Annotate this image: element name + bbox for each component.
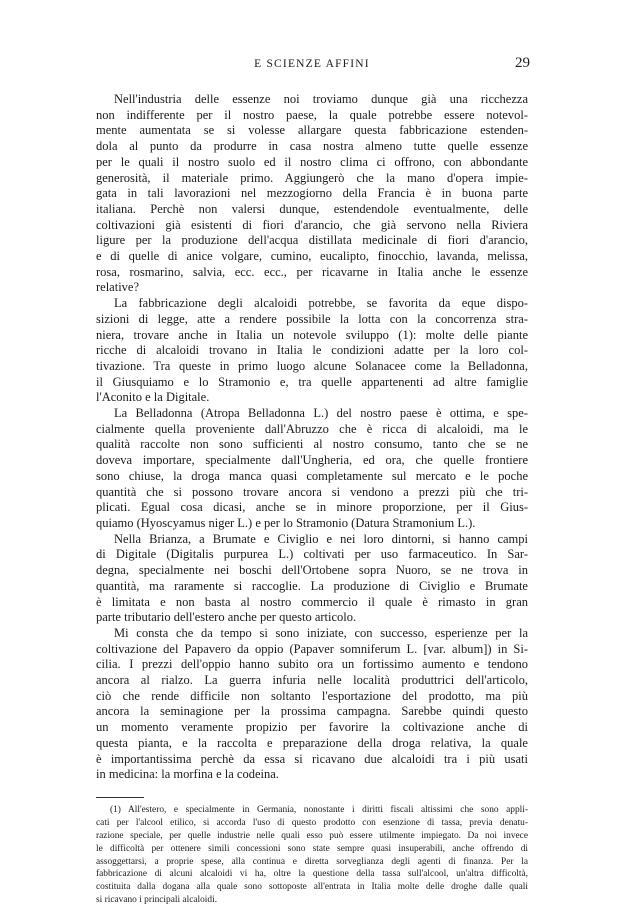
footnote-line: si ricavano i principali alcaloidi.: [96, 895, 218, 906]
text-line: in medicina: la morfina e la codeina.: [96, 767, 279, 782]
text-line: ciò che rende difficile non soltanto l'esportazione del prodotto, ma più: [96, 688, 528, 703]
text-line: non indifferente per il nostro paese, la quale potrebbe essere notevol-: [96, 107, 528, 122]
text-line: ligure per la produzione dell'acqua distillata medicinale di fiori d'arancio,: [96, 233, 528, 248]
footnote-line: fabbricazione di alcuni alcaloidi vi ha, oltre la questione della tassa sull'alcool, un'altra difficoltà,: [96, 869, 528, 880]
text-line: per le quali il nostro suolo ed il nostro clima ci offrono, con abbondante: [96, 154, 528, 169]
text-line: quantità, ma raramente si raccoglie. La produzione di Civiglio e Brumate: [96, 578, 528, 593]
footnote-line: (1) All'estero, e specialmente in Germania, nonostante i diritti fiscali altissimi che sono appli-: [110, 804, 528, 815]
text-line: coltivazioni già esistenti di fiori d'arancio, che già servono nella Riviera: [96, 217, 528, 232]
text-line: ancora al rialzo. La guerra infuria nelle località produttrici dell'articolo,: [96, 673, 528, 688]
text-line: La fabbricazione degli alcaloidi potrebbe, se favorita da eque dispo-: [114, 296, 528, 311]
text-line: sono chiuse, la droga manca quasi completamente sul mercato e le poche: [96, 468, 528, 483]
text-line: un momento veramente propizio per favorire la coltivazione anche di: [96, 720, 528, 735]
text-line: Nell'industria delle essenze noi troviamo dunque già una ricchezza: [114, 92, 528, 106]
paragraph-2: [96, 296, 528, 406]
text-line: è limitata e non basta al nostro commercio il quale è rimasto in gran: [96, 594, 528, 609]
running-title: E SCIENZE AFFINI: [254, 58, 370, 70]
text-line: l'Aconito e la Digitale.: [96, 390, 210, 405]
paragraph-5: [96, 626, 528, 783]
text-line: ricche di alcaloidi trovano in Italia le condizioni adatte per la loro col-: [96, 343, 528, 358]
text-line: niera, trovare anche in Italia un notevole sviluppo (1): molte delle piante: [96, 327, 528, 342]
text-line: questa pianta, e la raccolta e preparazione della droga relativa, la quale: [96, 735, 528, 750]
text-line: quantità che si possono trovare ancora si vendono a prezzi più che tri-: [96, 484, 528, 499]
text-line: italiana. Perchè non valersi dunque, estendendole eventualmente, delle: [96, 201, 528, 216]
text-line: sizioni di legge, atte a rendere possibile la lotta con la concorrenza stra-: [96, 311, 528, 326]
footnote-separator: [96, 797, 144, 798]
text-line: Nella Brianza, a Brumate e Civiglio e nei loro dintorni, si hanno campi: [114, 531, 528, 546]
text-line: plicati. Egual cosa dicasi, anche se in minore proporzione, per il Gius-: [96, 500, 528, 515]
text-line: generosità, il materiale primo. Aggiungerò che la mano d'opera impie-: [96, 170, 528, 185]
text-line: il Giusquiamo e lo Stramonio e, tra quelle appartenenti ad altre famiglie: [96, 374, 528, 389]
text-line: quiamo (Hyoscyamus niger L.) e per lo Stramonio (Datura Stramonium L.).: [96, 515, 476, 530]
text-line: tivazione. Tra queste in primo luogo alcune Solanacee come la Belladonna,: [96, 358, 528, 373]
text-line: mente aumentata se si volesse allargare questa fabbricazione estenden-: [96, 123, 528, 138]
text-line: è importantissima perchè da essa si ricavano due alcaloidi tra i più usati: [96, 751, 528, 766]
footnote-line: assoggettarsi, a proprie spese, alla continua e diretta sorveglianza degli agenti di finanza. Per la: [96, 856, 528, 867]
text-line: parte tributario dell'estero anche per questo articolo.: [96, 610, 357, 625]
text-line: degna, specialmente nei boschi dell'Ortobene sopra Nuoro, se ne trova in: [96, 563, 528, 578]
text-line: cialmente quella proveniente dall'Abruzzo che è ricca di alcaloidi, ma le: [96, 421, 528, 436]
footnote-line: razione speciale, per quelle industrie nelle quali esso può essere utilmente impiegato. Da noi invece: [96, 830, 528, 841]
text-line: di Digitale (Digitalis purpurea L.) coltivati per uso farmaceutico. In Sar-: [96, 547, 528, 562]
footnote-line: cati per l'alcool etilico, si accorda l'uso di questo prodotto con esenzione di tassa, previa denatu-: [96, 817, 528, 828]
text-line: ancora la seminagione per la prossima campagna. Sarebbe quindi questo: [96, 704, 528, 719]
footnote-line: costituita dalla dogana alla quale sono sottoposte all'entrata in Italia molte delle droghe dalle quali: [96, 882, 528, 893]
paragraph-1: [96, 92, 528, 296]
text-line: e di quelle di anice volgare, cumino, eucalipto, finocchio, lavanda, melissa,: [96, 249, 528, 264]
text-line: rosa, rosmarino, salvia, ecc. ecc., per ricavarne in Italia anche le essenze: [96, 264, 528, 279]
text-line: coltivazione del Papavero da oppio (Papaver somniferum L. [var. album]) in Si-: [96, 641, 528, 656]
page: [96, 55, 530, 906]
text-line: qualità raccolte non sono sufficienti al nostro consumo, tanto che se ne: [96, 437, 528, 452]
text-line: La Belladonna (Atropa Belladonna L.) del nostro paese è ottima, e spe-: [114, 406, 528, 421]
text-line: doveva importare, specialmente dall'Ungheria, ed ora, che quelle frontiere: [96, 453, 528, 468]
text-line: Mi consta che da tempo si sono iniziate, con successo, esperienze per la: [114, 625, 528, 640]
text-line: dola al punto da produrre in casa nostra almeno tutte quelle essenze: [96, 139, 528, 154]
page-number: 29: [515, 55, 530, 71]
paragraph-4: [96, 532, 528, 626]
footnote: [96, 804, 528, 907]
footnote-line: le difficoltà per ottenere simili concessioni sono state sempre quasi insuperabili, anche offrendo di: [96, 843, 528, 854]
text-line: gata in tali lavorazioni nel mezzogiorno della Francia è in buona parte: [96, 186, 528, 201]
body-text: [96, 92, 528, 783]
text-line: cilia. I prezzi dell'oppio hanno subito ora un fortissimo aumento e tendono: [96, 657, 528, 672]
text-line: relative?: [96, 280, 140, 295]
paragraph-3: [96, 406, 528, 532]
running-head: [96, 56, 528, 78]
